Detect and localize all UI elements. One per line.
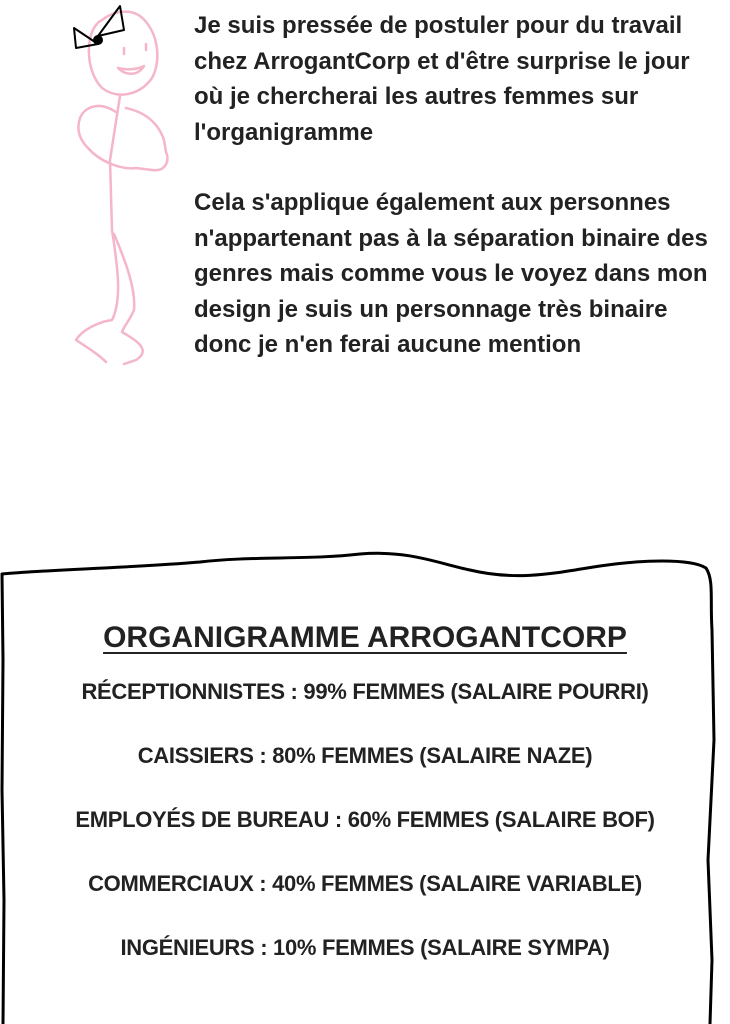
row-caissiers: CAISSIERS : 80% FEMMES (SALAIRE NAZE): [137, 743, 593, 768]
speech-paragraph-1: Je suis pressée de postuler pour du travail chez ArrogantCorp et d'être surprise le jour où je chercherai les autres femmes sur l'organigramme: [194, 12, 690, 146]
speech-paragraph-2: Cela s'applique également aux personnes n'appartenant pas à la séparation binaire des genres mais comme vous le voyez dans mon design je suis un personnage très binaire donc je n'en ferai aucune mention: [194, 189, 708, 358]
row-receptionnistes: RÉCEPTIONNISTES : 99% FEMMES (SALAIRE POURRI): [81, 679, 649, 704]
row-employes-de-bureau: EMPLOYÉS DE BUREAU : 60% FEMMES (SALAIRE BOF): [75, 807, 655, 832]
stick-figure-woman: [40, 0, 190, 380]
row-commerciaux: COMMERCIAUX : 40% FEMMES (SALAIRE VARIABLE): [88, 871, 642, 896]
chart-title: ORGANIGRAMME ARROGANTCORP: [103, 621, 627, 654]
chart-rows: [0, 678, 730, 998]
org-chart: [0, 600, 730, 998]
row-ingenieurs: INGÉNIEURS : 10% FEMMES (SALAIRE SYMPA): [120, 935, 610, 960]
speech-text: [194, 8, 722, 363]
